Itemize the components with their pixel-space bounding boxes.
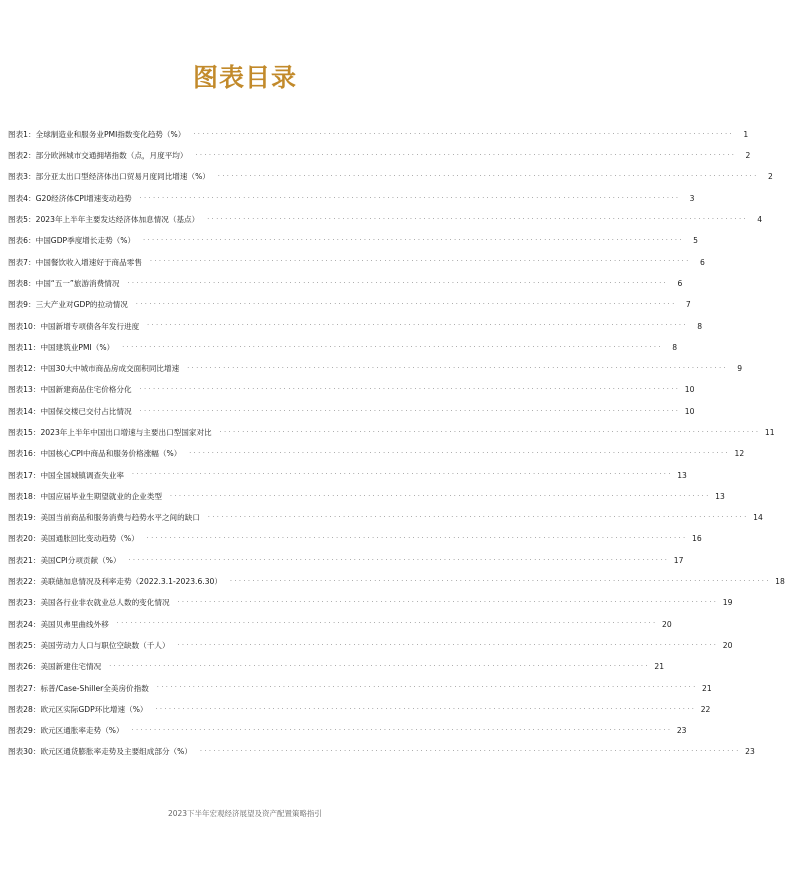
- toc-entry-title: 美国新建住宅情况: [40, 662, 102, 672]
- toc-dot-leader: ························································································································: [116, 620, 658, 628]
- toc-entry-label: 图表29：: [8, 726, 41, 736]
- toc-entry[interactable]: [8, 252, 705, 273]
- toc-entry[interactable]: [8, 273, 683, 294]
- toc-entry-label: 图表1：: [8, 129, 36, 139]
- toc-dot-leader: ························································································································: [143, 237, 684, 245]
- toc-entry-title: 三大产业对GDP的拉动情况: [35, 300, 128, 310]
- toc-entry[interactable]: [8, 507, 763, 528]
- toc-entry-page-number: 12: [734, 449, 745, 459]
- toc-dot-leader: ························································································································: [217, 173, 759, 181]
- toc-entry-title: 欧元区通货膨胀率走势及主要组成部分（%）: [40, 747, 192, 757]
- toc-entry-label: 图表21：: [8, 555, 41, 565]
- toc-entry-title: 欧元区实际GDP环比增速（%）: [40, 704, 148, 714]
- toc-entry-page-number: 2: [745, 151, 751, 161]
- toc-entry-page-number: 23: [676, 726, 687, 736]
- toc-entry-title: 部分亚太出口型经济体出口贸易月度同比增速（%）: [35, 172, 210, 182]
- toc-entry-title: 标普/Case-Shiller全美房价指数: [40, 683, 149, 693]
- toc-entry[interactable]: [8, 124, 749, 145]
- toc-entry-label: 图表5：: [8, 215, 36, 225]
- toc-entry-label: 图表27：: [8, 683, 41, 693]
- toc-entry-label: 图表20：: [8, 534, 41, 544]
- toc-entry-page-number: 6: [699, 257, 705, 267]
- toc-entry-title: 美国各行业非农就业总人数的变化情况: [40, 598, 170, 608]
- toc-entry[interactable]: [8, 209, 763, 230]
- toc-dot-leader: ························································································································: [131, 726, 673, 734]
- toc-entry-page-number: 10: [684, 406, 695, 416]
- toc-entry-label: 图表15：: [8, 428, 41, 437]
- toc-entry-page-number: 11: [764, 428, 775, 437]
- toc-dot-leader: ························································································································: [177, 641, 719, 649]
- toc-entry-label: 图表10：: [8, 321, 41, 331]
- page-footer: 2023下半年宏观经济展望及资产配置策略指引: [167, 809, 323, 818]
- toc-entry-page-number: 8: [672, 342, 678, 352]
- toc-dot-leader: ························································································································: [139, 194, 681, 202]
- toc-entry-title: 美国CPI分项贡献（%）: [40, 555, 121, 565]
- toc-entry[interactable]: [8, 167, 773, 188]
- toc-entry-label: 图表8：: [8, 278, 36, 288]
- toc-entry-title: 中国新建商品住宅价格分化: [40, 385, 132, 395]
- toc-entry-page-number: 23: [745, 747, 755, 757]
- toc-entry-page-number: 13: [677, 470, 687, 480]
- toc-entry[interactable]: [8, 550, 684, 571]
- toc-entry[interactable]: [8, 720, 687, 741]
- toc-entry-label: 图表12：: [8, 364, 41, 374]
- toc-entry[interactable]: [8, 188, 695, 209]
- toc-entry-page-number: 22: [700, 704, 711, 714]
- toc-entry-title: 中国餐饮收入增速好于商品零售: [35, 257, 142, 267]
- toc-entry[interactable]: [8, 422, 775, 443]
- toc-entry[interactable]: [8, 230, 698, 251]
- toc-entry-title: 中国核心CPI中商品和服务价格涨幅（%）: [40, 449, 182, 459]
- toc-entry-page-number: 19: [722, 598, 733, 608]
- toc-entry-page-number: 20: [662, 619, 672, 629]
- toc-entry[interactable]: [8, 656, 665, 677]
- toc-entry-label: 图表24：: [8, 619, 41, 629]
- toc-dot-leader: ························································································································: [139, 386, 681, 394]
- toc-entry-page-number: 14: [753, 513, 763, 523]
- toc-entry[interactable]: [8, 635, 733, 656]
- toc-entry[interactable]: [8, 465, 687, 486]
- toc-entry-page-number: 16: [692, 534, 702, 544]
- toc-entry-title: 美国当前商品和服务消费与趋势水平之间的缺口: [40, 513, 200, 523]
- toc-entry-label: 图表3：: [8, 172, 36, 182]
- toc-entry-page-number: 7: [685, 300, 691, 310]
- toc-dot-leader: ························································································································: [219, 428, 761, 436]
- toc-entry-title: 美国通胀回比变动趋势（%）: [40, 534, 139, 544]
- toc-entry-title: 中国保交楼已交付占比情况: [40, 406, 132, 416]
- toc-entry-label: 图表6：: [8, 236, 36, 246]
- toc-entry[interactable]: [8, 316, 703, 337]
- toc-dot-leader: ························································································································: [156, 684, 698, 692]
- toc-dot-leader: ························································································································: [122, 343, 664, 351]
- toc-entry-title: 部分欧洲城市交通拥堵指数（点，月度平均）: [35, 151, 188, 161]
- toc-entry-page-number: 4: [757, 215, 763, 225]
- toc-entry-title: 中国“五一”旅游消费情况: [35, 278, 120, 288]
- toc-entry-title: 2023年上半年中国出口增速与主要出口型国家对比: [40, 428, 212, 437]
- toc-entry-page-number: 2: [767, 172, 773, 182]
- toc-entry-page-number: 1: [743, 129, 749, 139]
- toc-entry[interactable]: [8, 699, 711, 720]
- toc-entry-page-number: 20: [722, 640, 733, 650]
- toc-entry-page-number: 3: [689, 193, 695, 203]
- toc-dot-leader: ························································································································: [149, 258, 691, 266]
- toc-entry-label: 图表25：: [8, 640, 41, 650]
- toc-entry-label: 图表9：: [8, 300, 36, 310]
- toc-entry-title: 2023年上半年主要发达经济体加息情况（基点）: [35, 215, 200, 225]
- toc-entry[interactable]: [8, 294, 691, 315]
- toc-entry-title: 中国新增专项债各年发行进度: [40, 321, 140, 331]
- toc-entry-title: 中国应届毕业生期望就业的企业类型: [40, 491, 162, 501]
- toc-entry-page-number: 21: [702, 683, 712, 693]
- toc-entry-label: 图表23：: [8, 598, 41, 608]
- toc-entry[interactable]: [8, 678, 712, 699]
- toc-entry-page-number: 5: [693, 236, 698, 246]
- toc-entry-label: 图表18：: [8, 491, 41, 501]
- toc-entry-label: 图表26：: [8, 662, 41, 672]
- page-title: 图表目录: [192, 63, 297, 92]
- toc-entry[interactable]: [8, 443, 745, 464]
- toc-entry-title: 全球制造业和服务业PMI指数变化趋势（%）: [35, 129, 186, 139]
- toc-dot-leader: ························································································································: [207, 513, 749, 521]
- toc-entry[interactable]: [8, 571, 785, 592]
- toc-entry-label: 图表13：: [8, 385, 41, 395]
- toc-entry[interactable]: [8, 358, 743, 379]
- toc-entry-label: 图表17：: [8, 470, 41, 480]
- toc-entry-label: 图表19：: [8, 513, 41, 523]
- toc-dot-leader: ························································································································: [109, 663, 651, 671]
- toc-dot-leader: ························································································································: [195, 151, 737, 159]
- toc-dot-leader: ························································································································: [193, 130, 735, 138]
- toc-entry-title: 美联储加息情况及利率走势（2022.3.1-2023.6.30）: [40, 577, 222, 587]
- toc-entry-page-number: 21: [654, 662, 665, 672]
- toc-dot-leader: ························································································································: [135, 301, 677, 309]
- toc-entry-label: 图表2：: [8, 151, 36, 161]
- toc-entry-page-number: 13: [715, 491, 725, 501]
- toc-entry-page-number: 9: [737, 364, 743, 374]
- toc-entry-label: 图表11：: [8, 342, 41, 352]
- toc-entry[interactable]: [8, 742, 755, 763]
- toc-entry-label: 图表28：: [8, 704, 41, 714]
- toc-dot-leader: ························································································································: [177, 599, 719, 607]
- toc-entry-title: 中国GDP季度增长走势（%）: [35, 236, 136, 246]
- toc-entry-page-number: 6: [677, 278, 683, 288]
- toc-entry-label: 图表30：: [8, 747, 41, 757]
- toc-entry-page-number: 17: [673, 555, 684, 565]
- toc-entry[interactable]: [8, 401, 695, 422]
- toc-entry[interactable]: [8, 529, 702, 550]
- toc-entry[interactable]: [8, 486, 725, 507]
- toc-entry-page-number: 8: [697, 321, 703, 331]
- toc-entry[interactable]: [8, 380, 695, 401]
- toc-dot-leader: ························································································································: [207, 215, 749, 223]
- table-of-contents: [8, 124, 785, 763]
- toc-entry-label: 图表22：: [8, 577, 41, 587]
- toc-entry-label: 图表4：: [8, 193, 36, 203]
- toc-dot-leader: ························································································································: [147, 322, 689, 330]
- toc-dot-leader: ························································································································: [229, 577, 771, 585]
- toc-entry-page-number: 10: [684, 385, 695, 395]
- toc-entry[interactable]: [8, 145, 751, 166]
- toc-entry[interactable]: [8, 593, 733, 614]
- toc-dot-leader: ························································································································: [187, 364, 729, 372]
- toc-entry-page-number: 18: [775, 577, 785, 587]
- toc-entry-label: 图表16：: [8, 449, 41, 459]
- toc-entry-title: 中国30大中城市商品房成交面积同比增速: [40, 364, 180, 374]
- toc-dot-leader: ························································································································: [128, 556, 670, 564]
- toc-dot-leader: ························································································································: [169, 492, 711, 500]
- toc-dot-leader: ························································································································: [127, 279, 669, 287]
- toc-entry-title: 美国贝弗里曲线外移: [40, 619, 109, 629]
- toc-entry-title: 美国劳动力人口与职位空缺数（千人）: [40, 640, 170, 650]
- toc-dot-leader: ························································································································: [146, 535, 688, 543]
- toc-dot-leader: ························································································································: [199, 748, 741, 756]
- toc-entry[interactable]: [8, 337, 678, 358]
- toc-entry-label: 图表7：: [8, 257, 36, 267]
- toc-dot-leader: ························································································································: [131, 471, 673, 479]
- toc-entry-title: 欧元区通胀率走势（%）: [40, 726, 124, 736]
- toc-entry-title: G20经济体CPI增速变动趋势: [35, 193, 132, 203]
- toc-dot-leader: ························································································································: [189, 450, 731, 458]
- toc-dot-leader: ························································································································: [155, 705, 697, 713]
- toc-entry[interactable]: [8, 614, 672, 635]
- toc-entry-title: 中国建筑业PMI（%）: [40, 342, 115, 352]
- toc-dot-leader: ························································································································: [139, 407, 681, 415]
- toc-entry-title: 中国全国城镇调查失业率: [40, 470, 124, 480]
- toc-entry-label: 图表14：: [8, 406, 41, 416]
